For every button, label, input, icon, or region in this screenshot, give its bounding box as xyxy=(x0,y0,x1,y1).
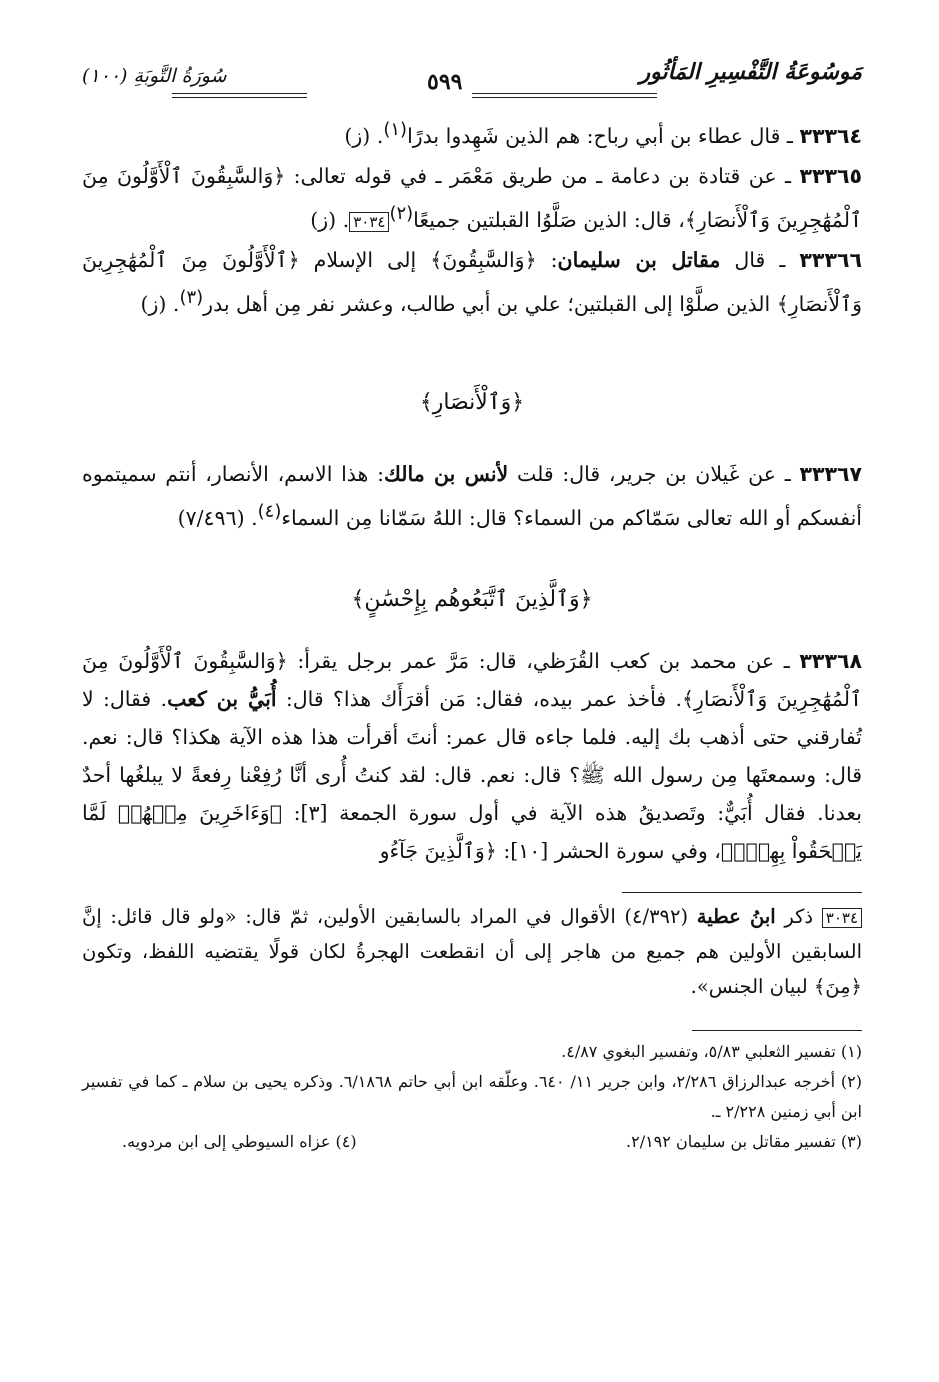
entry-tail: . (ز) xyxy=(140,291,180,316)
note-text: (٤/٣٩٢) الأقوال في المراد بالسابقين الأولين، ثمّ قال: «ولو قال قائل: إنَّ السابقين الأولين هم جميع من هاجر إلى أن انقطعت الهجرةُ لكان قولًا يقتضيه اللفظ، وتكون ﴿مِنَ﴾ لبيان الجنس». xyxy=(82,905,862,999)
page-number: ٥٩٩ xyxy=(427,69,463,95)
entry-number: ٣٣٣٦٧ xyxy=(799,462,862,487)
footnote-2: (٢) أخرجه عبدالرزاق ٢/٢٨٦، وابن جرير ١١/ ٦٤٠. وعلّقه ابن أبي حاتم ٦/١٨٦٨. وذكره يحيى بن سلام ـ كما في تفسير ابن أبي زمنين ٢/٢٢٨ ـ. xyxy=(82,1072,863,1122)
page-header xyxy=(82,55,862,103)
header-rule-left xyxy=(172,93,307,98)
entry-number: ٣٣٣٦٥ xyxy=(799,163,862,188)
section-heading-ansar: ﴿وَٱلْأَنصَارِ﴾ xyxy=(419,390,525,416)
footnote-1: (١) تفسير الثعلبي ٥/٨٣، وتفسير البغوي ٤/٨٧. xyxy=(561,1042,862,1062)
entry-pre: ـ قال xyxy=(734,247,786,272)
speaker-name: مقاتل بن سليمان xyxy=(557,247,721,272)
entry-text: ـ عن محمد بن كعب القُرَظي، قال: مَرَّ عمر برجل يقرأ: ﴿وَالسَّٰبِقُونَ ٱلْأَوَّلُونَ مِنَ ٱلْمُهَٰجِرِينَ وَٱلْأَنصَارِ﴾. فأخذ عمر بيده، فقال: مَن أقرَأَك هذا؟ قال: xyxy=(82,649,862,712)
entry-33367 xyxy=(82,455,862,537)
entry-rest: . فقال: لا تُفارقني حتى أذهب بك إليه. فلما جاءه قال عمر: أنتَ أقرأت هذا هذه الآية هكذا؟ قال: نعم. قال: وسمعتَها مِن رسول الله ﷺ؟ قال: نعم. قال: لقد كنتُ أُرى أنَّا رُفِعْنا رِفعةً لا يبلغُها أحدٌ بعدنا. فقال أُبَيٌّ: وتَصديقُ هذه الآية في أول سورة الجمعة [٣]: ﴿وَءَاخَرِينَ مِنۡهُمۡ لَمَّا يَلۡحَقُواْ بِهِمۡۚ﴾، وفي سورة الحشر [١٠]: ﴿وَٱلَّذِينَ جَآءُو xyxy=(82,687,862,864)
note-box-number: ٣٠٣٤ xyxy=(822,908,862,928)
entry-33366 xyxy=(82,241,862,323)
footnote-ref: (٤) xyxy=(257,501,282,523)
entry-number: ٣٣٣٦٦ xyxy=(799,247,862,272)
speaker-name: أُبَيُّ بن كعب xyxy=(167,687,277,712)
entry-pre: ـ عن غَيلان بن جرير، قال: قلت xyxy=(516,462,791,487)
scholar-note xyxy=(82,899,862,1004)
entry-33364 xyxy=(82,111,862,155)
footnote-row xyxy=(82,1127,862,1157)
document-page xyxy=(82,55,862,1345)
book-title: مَوسُوعَةُ التَّفْسِيرِ المَأثُور xyxy=(639,59,862,85)
entry-text: : ﴿وَالسَّٰبِقُونَ﴾ إلى الإسلام ﴿ٱلْأَوَّلُونَ مِنَ ٱلْمُهَٰجِرِينَ وَٱلْأَنصَارِ﴾ الذين صلَّوْا إلى القبلتين؛ علي بن أبي طالب، وعشر نفر مِن أهل بدر xyxy=(82,247,862,316)
entry-tail: . (ز) xyxy=(344,123,384,148)
footnote-3: (٣) تفسير مقاتل بن سليمان ٢/١٩٢. xyxy=(626,1132,862,1152)
entry-text: : هذا الاسم، الأنصار، أنتم سميتموه أنفسكم أو الله تعالى سَمّاكم من السماء؟ قال: اللهُ سَمّانا مِن السماء xyxy=(82,462,862,531)
note-pre: ذكر xyxy=(784,905,814,929)
footnote-4: (٤) عزاه السيوطي إلى ابن مردويه. xyxy=(122,1132,357,1152)
section-heading-followers: ﴿وَٱلَّذِينَ ٱتَّبَعُوهُم بِإِحْسَٰنٍ﴾ xyxy=(351,587,593,613)
entry-tail: . (ز) xyxy=(310,207,350,232)
note-author: ابنُ عطية xyxy=(696,905,776,929)
entry-33368 xyxy=(82,642,862,870)
speaker-name: لأنس بن مالك xyxy=(383,462,509,487)
entry-number: ٣٣٣٦٤ xyxy=(799,123,862,148)
surah-label: سُورَةُ التَّوبَةِ (١٠٠) xyxy=(82,65,227,87)
footnote-ref: (٣) xyxy=(179,286,204,308)
entry-33365 xyxy=(82,157,862,239)
footnote-ref: (٢) xyxy=(389,202,414,224)
header-rule-right xyxy=(472,93,657,98)
entry-text: ـ عن قتادة بن دعامة ـ من طريق مَعْمَر ـ في قوله تعالى: ﴿وَالسَّٰبِقُونَ ٱلْأَوَّلُونَ مِنَ ٱلْمُهَٰجِرِينَ وَٱلْأَنصَارِ﴾، قال: الذين صَلَّوُا القبلتين جميعًا xyxy=(82,163,862,232)
footnote-ref: (١) xyxy=(383,119,408,140)
entry-tail: . (٧/٤٩٦) xyxy=(177,506,258,531)
entry-number: ٣٣٣٦٨ xyxy=(799,649,862,674)
entry-text: ـ قال عطاء بن أبي رباح: هم الذين شَهِدوا بدرًا xyxy=(407,123,793,148)
cross-reference-box: ٣٠٣٤ xyxy=(349,212,389,232)
